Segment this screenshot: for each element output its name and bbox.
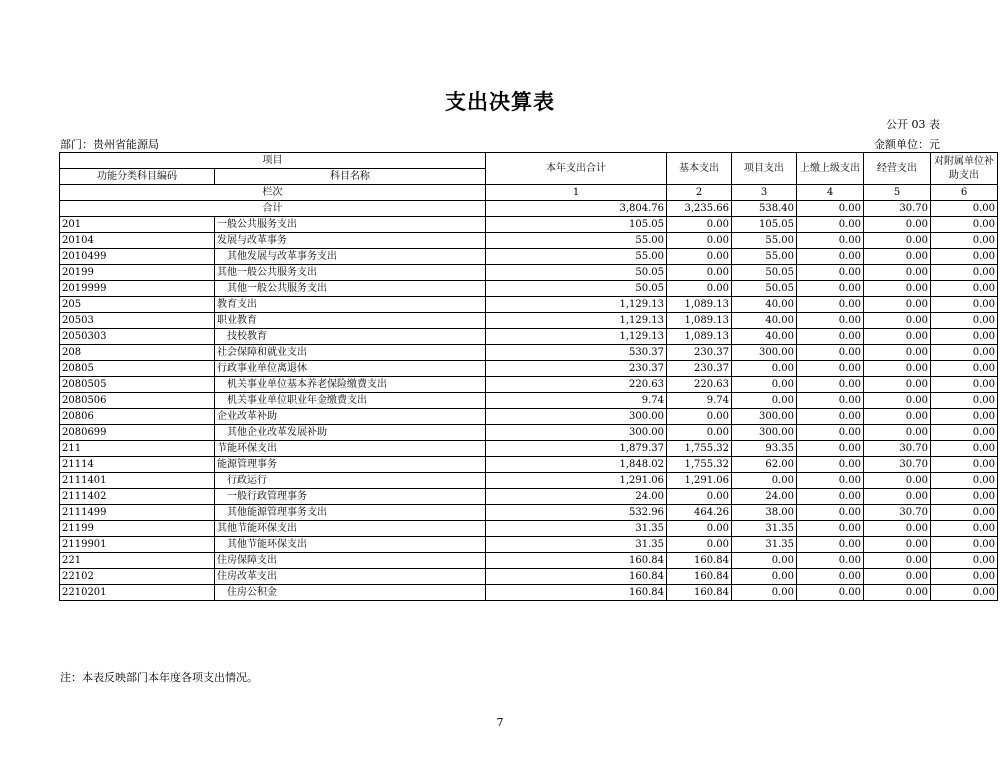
row-value: 0.00 — [797, 505, 864, 521]
row-name: 发展与改革事务 — [215, 233, 486, 249]
row-value: 1,129.13 — [486, 329, 667, 345]
row-value: 0.00 — [864, 537, 931, 553]
row-name: 其他节能环保支出 — [215, 537, 486, 553]
row-value: 0.00 — [864, 361, 931, 377]
row-value: 0.00 — [667, 521, 732, 537]
row-value: 31.35 — [486, 521, 667, 537]
row-value: 0.00 — [797, 265, 864, 281]
row-value: 0.00 — [864, 313, 931, 329]
row-value: 1,755.32 — [667, 457, 732, 473]
row-value: 0.00 — [797, 281, 864, 297]
row-value: 0.00 — [931, 473, 998, 489]
row-value: 300.00 — [732, 409, 797, 425]
row-value: 160.84 — [667, 569, 732, 585]
row-value: 1,879.37 — [486, 441, 667, 457]
row-value: 0.00 — [931, 425, 998, 441]
table-row — [60, 345, 998, 361]
row-name: 其他发展与改革事务支出 — [215, 249, 486, 265]
row-value: 24.00 — [732, 489, 797, 505]
row-value: 50.05 — [486, 281, 667, 297]
row-code: 2050303 — [60, 329, 215, 345]
row-value: 0.00 — [864, 297, 931, 313]
row-value: 40.00 — [732, 313, 797, 329]
row-value: 0.00 — [931, 281, 998, 297]
row-code: 221 — [60, 553, 215, 569]
table-row — [60, 521, 998, 537]
row-value: 0.00 — [667, 537, 732, 553]
row-value: 0.00 — [931, 409, 998, 425]
page-number: 7 — [496, 716, 504, 729]
row-value: 1,291.06 — [486, 473, 667, 489]
row-code: 201 — [60, 217, 215, 233]
row-code: 20805 — [60, 361, 215, 377]
table-row — [60, 233, 998, 249]
row-value: 0.00 — [864, 329, 931, 345]
header-project: 项目 — [60, 153, 486, 169]
row-code: 2210201 — [60, 585, 215, 601]
row-value: 220.63 — [667, 377, 732, 393]
table-row — [60, 569, 998, 585]
row-value: 0.00 — [797, 553, 864, 569]
row-value: 0.00 — [732, 377, 797, 393]
row-value: 0.00 — [797, 249, 864, 265]
row-value: 40.00 — [732, 297, 797, 313]
row-value: 55.00 — [732, 233, 797, 249]
row-code: 2111402 — [60, 489, 215, 505]
row-value: 50.05 — [732, 265, 797, 281]
footnote: 注：本表反映部门本年度各项支出情况。 — [60, 671, 258, 684]
row-value: 0.00 — [667, 281, 732, 297]
row-value: 0.00 — [931, 441, 998, 457]
row-name: 住房保障支出 — [215, 553, 486, 569]
total-value: 0.00 — [931, 201, 998, 217]
row-value: 0.00 — [732, 553, 797, 569]
row-name: 社会保障和就业支出 — [215, 345, 486, 361]
page-title: 支出决算表 — [445, 89, 555, 114]
row-value: 0.00 — [931, 489, 998, 505]
row-value: 0.00 — [732, 585, 797, 601]
row-value: 30.70 — [864, 505, 931, 521]
row-value: 0.00 — [931, 345, 998, 361]
row-value: 1,291.06 — [667, 473, 732, 489]
header-project-expenditure: 项目支出 — [732, 153, 797, 185]
row-code: 2111499 — [60, 505, 215, 521]
row-code: 211 — [60, 441, 215, 457]
row-value: 0.00 — [864, 473, 931, 489]
row-value: 0.00 — [797, 409, 864, 425]
row-value: 230.37 — [667, 345, 732, 361]
row-name: 职业教育 — [215, 313, 486, 329]
row-value: 0.00 — [931, 233, 998, 249]
row-code: 2080699 — [60, 425, 215, 441]
row-value: 160.84 — [486, 569, 667, 585]
row-value: 0.00 — [931, 553, 998, 569]
total-value: 0.00 — [797, 201, 864, 217]
row-value: 0.00 — [797, 425, 864, 441]
row-value: 0.00 — [667, 425, 732, 441]
row-value: 0.00 — [931, 217, 998, 233]
row-name: 一般行政管理事务 — [215, 489, 486, 505]
row-value: 55.00 — [732, 249, 797, 265]
row-value: 0.00 — [931, 249, 998, 265]
header-basic: 基本支出 — [667, 153, 732, 185]
row-value: 31.35 — [486, 537, 667, 553]
row-name: 其他能源管理事务支出 — [215, 505, 486, 521]
row-value: 160.84 — [486, 553, 667, 569]
row-name: 节能环保支出 — [215, 441, 486, 457]
row-code: 20199 — [60, 265, 215, 281]
row-name: 一般公共服务支出 — [215, 217, 486, 233]
row-value: 300.00 — [732, 425, 797, 441]
row-name: 技校教育 — [215, 329, 486, 345]
row-name: 住房公积金 — [215, 585, 486, 601]
row-code: 21199 — [60, 521, 215, 537]
header-total: 本年支出合计 — [486, 153, 667, 185]
table-row — [60, 329, 998, 345]
row-value: 1,129.13 — [486, 297, 667, 313]
row-code: 205 — [60, 297, 215, 313]
header-code: 功能分类科目编码 — [60, 169, 215, 185]
row-value: 0.00 — [931, 521, 998, 537]
row-value: 55.00 — [486, 249, 667, 265]
row-value: 0.00 — [931, 265, 998, 281]
row-value: 0.00 — [797, 297, 864, 313]
row-code: 20806 — [60, 409, 215, 425]
total-value: 30.70 — [864, 201, 931, 217]
row-value: 0.00 — [797, 569, 864, 585]
row-value: 0.00 — [931, 393, 998, 409]
row-value: 300.00 — [486, 425, 667, 441]
table-row — [60, 489, 998, 505]
table-row — [60, 537, 998, 553]
row-value: 0.00 — [667, 233, 732, 249]
row-code: 208 — [60, 345, 215, 361]
row-value: 0.00 — [931, 361, 998, 377]
header-upper: 上缴上级支出 — [797, 153, 864, 185]
table-body — [60, 217, 998, 601]
table-row — [60, 313, 998, 329]
row-value: 0.00 — [667, 409, 732, 425]
total-value: 3,235.66 — [667, 201, 732, 217]
expenditure-table — [59, 152, 998, 601]
row-value: 0.00 — [797, 377, 864, 393]
row-value: 40.00 — [732, 329, 797, 345]
row-code: 22102 — [60, 569, 215, 585]
row-value: 0.00 — [864, 345, 931, 361]
table-row — [60, 393, 998, 409]
row-value: 50.05 — [732, 281, 797, 297]
row-value: 0.00 — [797, 233, 864, 249]
row-value: 1,755.32 — [667, 441, 732, 457]
index-cell: 1 — [486, 185, 667, 201]
table-row — [60, 409, 998, 425]
row-value: 0.00 — [797, 585, 864, 601]
row-name: 其他节能环保支出 — [215, 521, 486, 537]
total-value: 538.40 — [732, 201, 797, 217]
row-name: 行政事业单位离退休 — [215, 361, 486, 377]
row-value: 0.00 — [864, 409, 931, 425]
row-value: 0.00 — [931, 585, 998, 601]
row-value: 0.00 — [797, 217, 864, 233]
row-name: 其他一般公共服务支出 — [215, 265, 486, 281]
row-code: 2111401 — [60, 473, 215, 489]
index-cell: 2 — [667, 185, 732, 201]
row-value: 1,089.13 — [667, 313, 732, 329]
row-value: 160.84 — [667, 553, 732, 569]
table-row — [60, 265, 998, 281]
row-value: 0.00 — [931, 329, 998, 345]
index-cell: 4 — [797, 185, 864, 201]
table-row — [60, 473, 998, 489]
table-row — [60, 425, 998, 441]
row-code: 2019999 — [60, 281, 215, 297]
row-value: 0.00 — [797, 489, 864, 505]
row-value: 50.05 — [486, 265, 667, 281]
row-value: 0.00 — [864, 425, 931, 441]
row-value: 0.00 — [864, 217, 931, 233]
header-business: 经营支出 — [864, 153, 931, 185]
row-value: 532.96 — [486, 505, 667, 521]
row-name: 其他一般公共服务支出 — [215, 281, 486, 297]
row-value: 160.84 — [486, 585, 667, 601]
row-code: 20503 — [60, 313, 215, 329]
table-row — [60, 281, 998, 297]
row-value: 0.00 — [931, 457, 998, 473]
row-value: 0.00 — [864, 489, 931, 505]
row-value: 1,089.13 — [667, 297, 732, 313]
row-value: 230.37 — [486, 361, 667, 377]
table-row — [60, 361, 998, 377]
row-value: 160.84 — [667, 585, 732, 601]
row-value: 0.00 — [732, 393, 797, 409]
row-value: 0.00 — [797, 361, 864, 377]
row-code: 2080506 — [60, 393, 215, 409]
row-value: 0.00 — [732, 473, 797, 489]
row-value: 0.00 — [931, 313, 998, 329]
row-code: 20104 — [60, 233, 215, 249]
table-row — [60, 457, 998, 473]
row-code: 2080505 — [60, 377, 215, 393]
row-name: 机关事业单位职业年金缴费支出 — [215, 393, 486, 409]
row-value: 0.00 — [797, 521, 864, 537]
row-value: 0.00 — [864, 553, 931, 569]
row-value: 1,848.02 — [486, 457, 667, 473]
row-value: 55.00 — [486, 233, 667, 249]
index-label: 栏次 — [60, 185, 486, 201]
row-value: 0.00 — [797, 329, 864, 345]
row-value: 0.00 — [667, 265, 732, 281]
row-value: 105.05 — [486, 217, 667, 233]
index-cell: 3 — [732, 185, 797, 201]
row-value: 30.70 — [864, 457, 931, 473]
row-value: 464.26 — [667, 505, 732, 521]
row-value: 0.00 — [797, 393, 864, 409]
row-value: 300.00 — [732, 345, 797, 361]
row-value: 0.00 — [864, 393, 931, 409]
table-row — [60, 249, 998, 265]
row-value: 93.35 — [732, 441, 797, 457]
row-value: 0.00 — [797, 441, 864, 457]
header-subsidy: 对附属单位补助支出 — [931, 153, 998, 185]
form-number: 公开 03 表 — [886, 118, 940, 131]
row-value: 0.00 — [864, 585, 931, 601]
row-value: 530.37 — [486, 345, 667, 361]
row-value: 0.00 — [864, 521, 931, 537]
row-value: 300.00 — [486, 409, 667, 425]
row-value: 62.00 — [732, 457, 797, 473]
table-row — [60, 441, 998, 457]
row-value: 31.35 — [732, 537, 797, 553]
unit-label: 金额单位：元 — [874, 138, 940, 151]
table-row — [60, 217, 998, 233]
row-value: 1,129.13 — [486, 313, 667, 329]
row-value: 0.00 — [864, 281, 931, 297]
row-value: 0.00 — [667, 217, 732, 233]
row-value: 0.00 — [797, 457, 864, 473]
table-row — [60, 553, 998, 569]
row-value: 0.00 — [732, 361, 797, 377]
row-value: 1,089.13 — [667, 329, 732, 345]
row-value: 0.00 — [931, 297, 998, 313]
row-code: 2119901 — [60, 537, 215, 553]
row-value: 0.00 — [864, 377, 931, 393]
table-row — [60, 585, 998, 601]
row-value: 0.00 — [732, 569, 797, 585]
row-value: 0.00 — [931, 537, 998, 553]
row-value: 0.00 — [797, 537, 864, 553]
department-label: 部门：贵州省能源局 — [60, 138, 159, 151]
row-value: 105.05 — [732, 217, 797, 233]
row-name: 机关事业单位基本养老保险缴费支出 — [215, 377, 486, 393]
row-value: 0.00 — [667, 249, 732, 265]
header-name: 科目名称 — [215, 169, 486, 185]
row-value: 31.35 — [732, 521, 797, 537]
row-value: 0.00 — [931, 505, 998, 521]
row-value: 9.74 — [486, 393, 667, 409]
row-value: 0.00 — [797, 313, 864, 329]
table-row — [60, 505, 998, 521]
total-label: 合计 — [60, 201, 486, 217]
index-cell: 6 — [931, 185, 998, 201]
index-cell: 5 — [864, 185, 931, 201]
row-name: 企业改革补助 — [215, 409, 486, 425]
row-name: 行政运行 — [215, 473, 486, 489]
row-name: 住房改革支出 — [215, 569, 486, 585]
row-value: 0.00 — [864, 569, 931, 585]
row-value: 230.37 — [667, 361, 732, 377]
row-name: 能源管理事务 — [215, 457, 486, 473]
table-row — [60, 377, 998, 393]
row-value: 0.00 — [667, 489, 732, 505]
row-value: 30.70 — [864, 441, 931, 457]
row-code: 2010499 — [60, 249, 215, 265]
row-value: 0.00 — [797, 345, 864, 361]
row-value: 0.00 — [864, 249, 931, 265]
row-value: 0.00 — [864, 233, 931, 249]
row-value: 0.00 — [931, 377, 998, 393]
table-row — [60, 297, 998, 313]
row-code: 21114 — [60, 457, 215, 473]
row-value: 0.00 — [931, 569, 998, 585]
row-value: 0.00 — [864, 265, 931, 281]
row-value: 0.00 — [797, 473, 864, 489]
row-value: 220.63 — [486, 377, 667, 393]
row-value: 38.00 — [732, 505, 797, 521]
row-name: 教育支出 — [215, 297, 486, 313]
row-value: 9.74 — [667, 393, 732, 409]
row-name: 其他企业改革发展补助 — [215, 425, 486, 441]
row-value: 24.00 — [486, 489, 667, 505]
total-value: 3,804.76 — [486, 201, 667, 217]
